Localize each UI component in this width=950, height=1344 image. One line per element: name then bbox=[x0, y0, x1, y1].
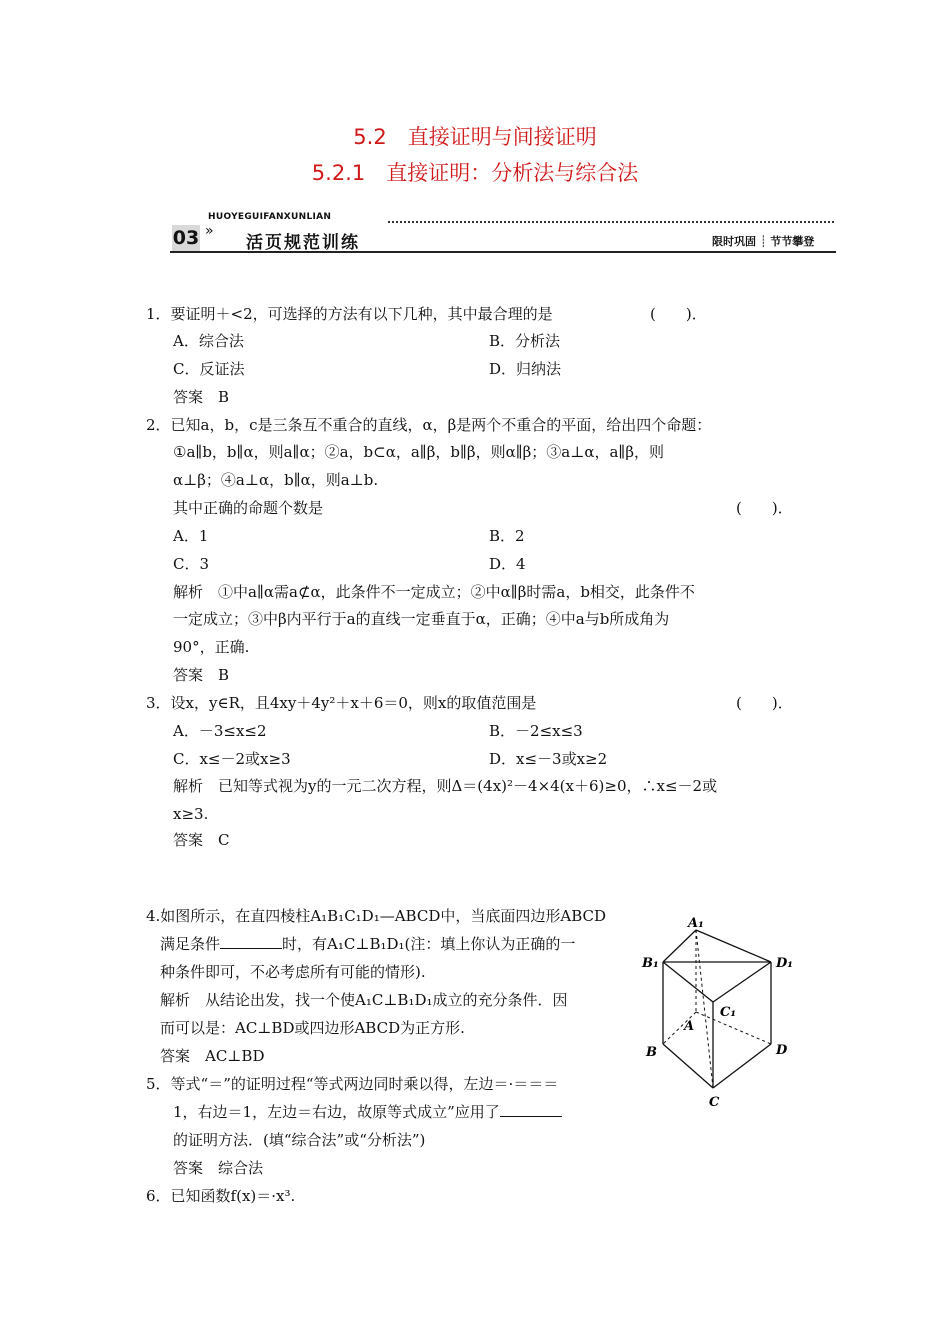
q4-line1: 4.如图所示，在直四棱柱A₁B₁C₁D₁—ABCD中，当底面四边形ABCD bbox=[146, 907, 606, 925]
page-title: 5.2 直接证明与间接证明 bbox=[353, 125, 597, 149]
q2-option-a: A．1 bbox=[173, 527, 209, 545]
edge-b-c bbox=[663, 1044, 713, 1088]
page-subtitle: 5.2.1 直接证明：分析法与综合法 bbox=[311, 161, 639, 185]
q3-stem: 3．设x，y∈R，且4xy＋4y²＋x＋6＝0，则x的取值范围是 bbox=[146, 694, 537, 712]
prism-figure bbox=[640, 912, 800, 1112]
q3-analysis-line1: 解析 已知等式视为y的一元二次方程，则Δ＝(4x)²－4×4(x＋6)≥0，∴x≤－2或 bbox=[173, 777, 718, 795]
label-a: A bbox=[684, 1019, 695, 1034]
edge-a1-d1 bbox=[696, 930, 771, 962]
q2-option-b: B．2 bbox=[489, 527, 525, 545]
q4-answer: 答案 AC⊥BD bbox=[160, 1047, 265, 1065]
banner-number: 03 bbox=[172, 227, 200, 249]
q5-line1: 5．等式“＝”的证明过程“等式两边同时乘以得，左边＝·＝＝＝ bbox=[146, 1075, 559, 1093]
q2-stem: 2．已知a，b，c是三条互不重合的直线，α，β是两个不重合的平面，给出四个命题： bbox=[146, 416, 712, 434]
q5-line2 bbox=[173, 1102, 562, 1122]
q3-option-d: D．x≤－3或x≥2 bbox=[489, 750, 608, 768]
label-b: B bbox=[646, 1045, 657, 1060]
q3-analysis-line2: x≥3. bbox=[173, 805, 209, 823]
label-d: D bbox=[776, 1043, 788, 1058]
q3-answer: 答案 C bbox=[173, 831, 230, 849]
q2-option-c: C．3 bbox=[173, 555, 210, 573]
banner-name: 活页规范训练 bbox=[246, 233, 360, 253]
q2-analysis-line3: 90°，正确. bbox=[173, 638, 250, 656]
q1-option-a: A．综合法 bbox=[173, 332, 244, 350]
q4-analysis-line1: 解析 从结论出发，找一个使A₁C⊥B₁D₁成立的充分条件．因 bbox=[160, 991, 568, 1009]
q6-stem: 6．已知函数f(x)＝·x³. bbox=[146, 1187, 296, 1205]
label-c: C bbox=[709, 1095, 720, 1110]
q5-answer-blank bbox=[500, 1102, 562, 1117]
q5-line3: 的证明方法．(填“综合法”或“分析法”) bbox=[173, 1131, 426, 1149]
q1-option-b: B．分析法 bbox=[489, 332, 561, 350]
q4-answer-blank bbox=[220, 934, 282, 949]
q2-line4: 其中正确的命题个数是 bbox=[173, 499, 324, 517]
q4-line3: 种条件即可，不必考虑所有可能的情形). bbox=[160, 963, 426, 981]
q1-option-c: C．反证法 bbox=[173, 360, 245, 378]
q2-line3: α⊥β；④a⊥α，b∥α，则a⊥b. bbox=[173, 471, 379, 489]
q1-answer: 答案 B bbox=[173, 388, 230, 406]
edge-a1-b1 bbox=[663, 930, 696, 962]
q2-paren: ( )． bbox=[736, 499, 793, 517]
q4-line2-end: 时，有A₁C⊥B₁D₁(注：填上你认为正确的一 bbox=[282, 935, 576, 953]
q2-line2: ①a∥b，b∥α，则a∥α；②a，b⊂α，a∥β，b∥β，则α∥β；③a⊥α，a∥β，则 bbox=[173, 443, 665, 461]
q5-line2-text: 1，右边＝1，左边＝右边，故原等式成立”应用了 bbox=[173, 1103, 500, 1121]
q4-analysis-line2: 而可以是：AC⊥BD或四边形ABCD为正方形. bbox=[160, 1019, 465, 1037]
banner-pinyin: HUOYEGUIFANXUNLIAN bbox=[208, 212, 332, 222]
diagonal-a1-c-hidden bbox=[696, 930, 713, 1088]
q1-stem: 1．要证明＋<2，可选择的方法有以下几种，其中最合理的是 bbox=[146, 305, 553, 323]
q2-analysis-line2: 一定成立；③中β内平行于a的直线一定垂直于α，正确；④中a与b所成角为 bbox=[173, 610, 670, 628]
double-chevron-icon: » bbox=[205, 223, 214, 239]
q5-answer: 答案 综合法 bbox=[173, 1159, 264, 1177]
q3-option-b: B．－2≤x≤3 bbox=[489, 722, 583, 740]
label-d1: D₁ bbox=[776, 956, 793, 971]
q2-option-d: D．4 bbox=[489, 555, 526, 573]
edge-c-d bbox=[713, 1044, 771, 1088]
q1-paren: ( )． bbox=[650, 305, 707, 323]
q3-paren: ( )． bbox=[736, 694, 793, 712]
q2-analysis-line1: 解析 ①中a∥α需a⊄α，此条件不一定成立；②中α∥β时需a，b相交，此条件不 bbox=[173, 583, 695, 601]
label-b1: B₁ bbox=[642, 956, 659, 971]
q3-option-a: A．－3≤x≤2 bbox=[173, 722, 267, 740]
edge-c1-d1 bbox=[713, 962, 771, 1002]
q1-option-d: D．归纳法 bbox=[489, 360, 562, 378]
banner-right-text: 限时巩固 ┊ 节节攀登 bbox=[712, 235, 815, 248]
q4-line2-start: 满足条件 bbox=[160, 935, 221, 953]
q4-line2 bbox=[160, 934, 575, 954]
q2-answer: 答案 B bbox=[173, 666, 230, 684]
edge-b1-c1 bbox=[663, 962, 713, 1002]
q3-option-c: C．x≤－2或x≥3 bbox=[173, 750, 291, 768]
banner-dotted-line bbox=[388, 221, 834, 223]
label-c1: C₁ bbox=[720, 1005, 737, 1020]
label-a1: A₁ bbox=[688, 916, 704, 931]
